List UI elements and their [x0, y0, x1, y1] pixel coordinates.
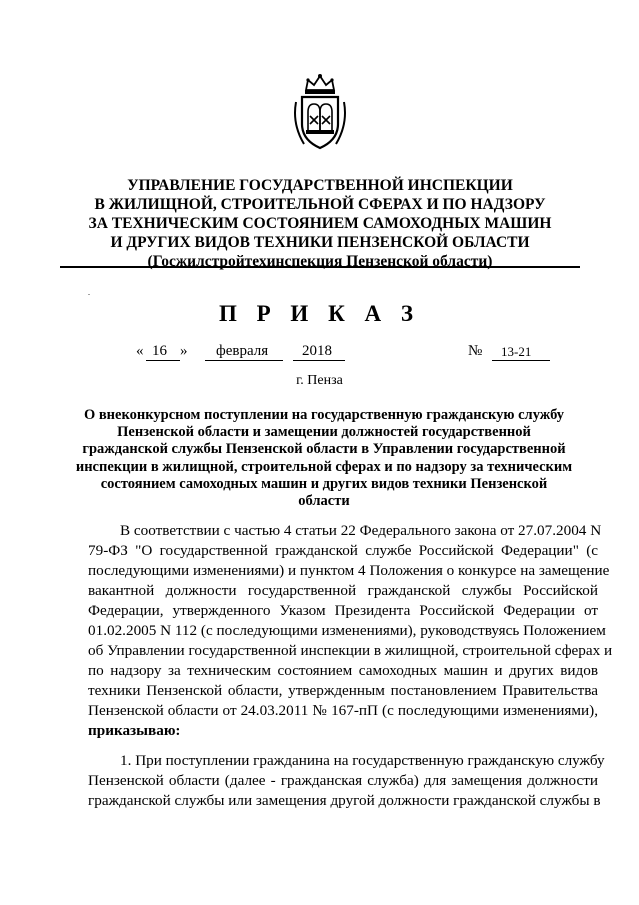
body-line: техники Пензенской области, утвержденным постановлением Правительства [88, 682, 598, 699]
order-month: февраля [216, 343, 269, 359]
org-line: В ЖИЛИЩНОЙ, СТРОИТЕЛЬНОЙ СФЕРАХ И ПО НАДЗОРУ [94, 196, 546, 213]
order-number: 13-21 [501, 344, 532, 359]
order-body [88, 521, 613, 811]
body-line: 1. При поступлении гражданина на государственную гражданскую службу [120, 752, 605, 769]
body-line: 01.02.2005 N 112 (с последующими изменениями), руководствуясь Положением [88, 622, 606, 639]
body-line: вакантной должности государственной гражданской службы Российской [88, 582, 598, 599]
body-line: последующими изменениями) и пунктом 4 Положения о конкурсе на замещение [88, 562, 610, 579]
penza-coat-of-arms-icon [290, 72, 350, 152]
subject-line: О внеконкурсном поступлении на государственную гражданскую службу [83, 407, 565, 423]
body-line: гражданской службы или замещения другой должности гражданской службы в [88, 792, 601, 809]
subject-line: области [298, 493, 350, 510]
subject-line: гражданской службы Пензенской области в Управлении государственной [82, 441, 566, 458]
date-open-quote: « [136, 343, 144, 359]
body-line: об Управлении государственной инспекции в жилищной, строительной сферах и [88, 642, 613, 659]
order-number-label: № [468, 343, 483, 359]
order-city: г. Пенза [296, 373, 343, 388]
org-line: И ДРУГИХ ВИДОВ ТЕХНИКИ ПЕНЗЕНСКОЙ ОБЛАСТИ [110, 234, 530, 251]
org-line: ЗА ТЕХНИЧЕСКИМ СОСТОЯНИЕМ САМОХОДНЫХ МАШИН [88, 215, 552, 232]
month-underline [205, 360, 283, 361]
org-short-name: (Госжилстройтехинспекция Пензенской области) [147, 253, 493, 270]
body-line: Федерации, утвержденного Указом Президента Российской Федерации от [88, 602, 598, 619]
body-line: Пензенской области от 24.03.2011 № 167-пП (с последующими изменениями), [88, 702, 598, 719]
order-year: 2018 [302, 343, 332, 359]
number-underline [492, 360, 550, 361]
coat-of-arms-icon [290, 72, 350, 152]
body-line: по надзору за техническим состоянием самоходных машин и других видов [88, 662, 598, 679]
organization-name [60, 176, 580, 271]
day-underline [146, 360, 180, 361]
subject-line: состоянием самоходных машин и других видов техники Пензенской [100, 475, 548, 492]
body-line: 79-ФЗ "О государственной гражданской службе Российской Федерации" (с [88, 542, 598, 559]
order-directive: приказываю: [88, 722, 181, 739]
date-close-quote: » [180, 343, 188, 359]
order-day: 16 [152, 343, 167, 359]
order-subject [60, 407, 588, 510]
subject-line: Пензенской области и замещении должностей государственной [117, 424, 531, 441]
body-line: В соответствии с частью 4 статьи 22 Федерального закона от 27.07.2004 N [120, 522, 602, 539]
header-divider [60, 266, 580, 268]
org-line: УПРАВЛЕНИЕ ГОСУДАРСТВЕННОЙ ИНСПЕКЦИИ [127, 177, 513, 194]
year-underline [293, 360, 345, 361]
subject-line: инспекции в жилищной, строительной сферах и по надзору за техническим [75, 458, 573, 475]
document-title: П Р И К А З [218, 301, 420, 326]
scan-dot: . [88, 288, 90, 297]
body-line: Пензенской области (далее - гражданская служба) для замещения должности [88, 772, 598, 789]
